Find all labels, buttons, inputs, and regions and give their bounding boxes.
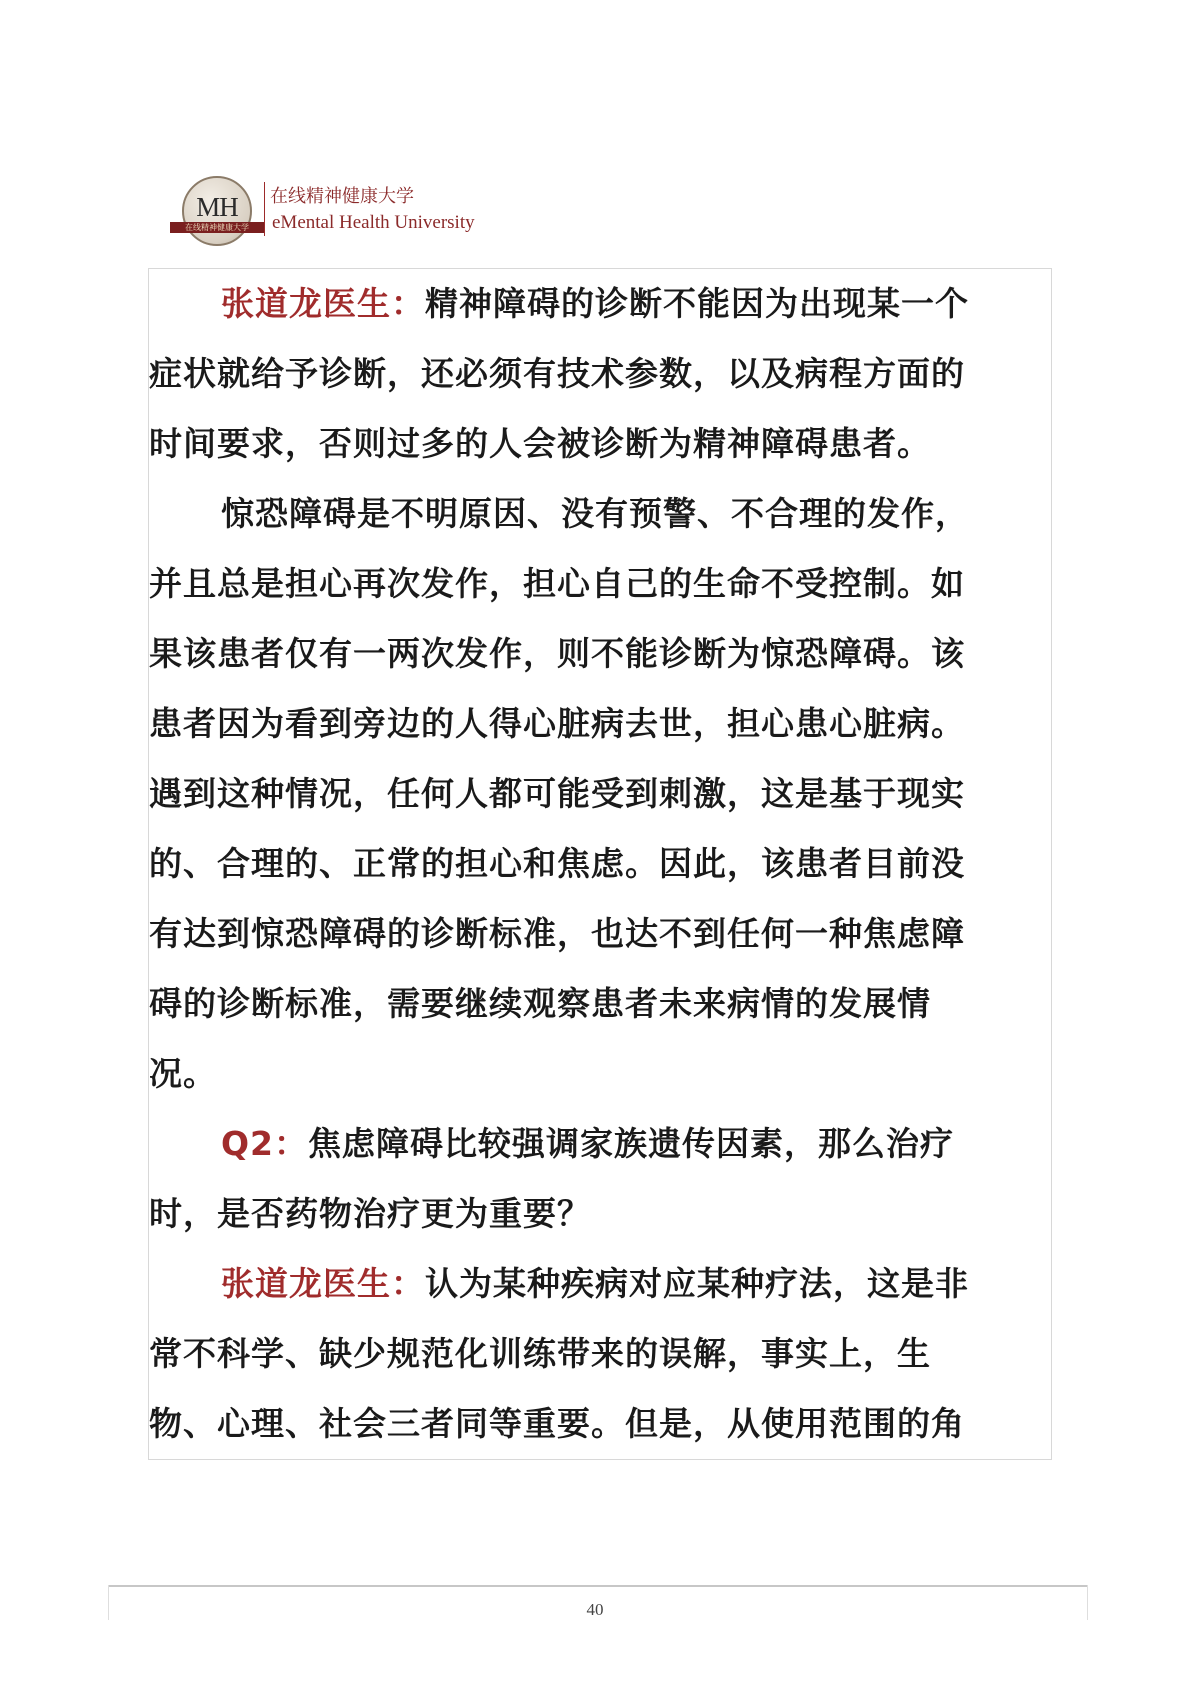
text-line	[149, 479, 1051, 549]
text-line	[149, 969, 1051, 1039]
seal-ribbon: 在线精神健康大学	[170, 222, 264, 233]
university-logo	[170, 172, 500, 250]
line-text: 常不科学、缺少规范化训练带来的误解，事实上，生	[149, 1334, 931, 1373]
footer-rule	[108, 1585, 1088, 1587]
line-text: 认为某种疾病对应某种疗法，这是非	[425, 1264, 969, 1303]
text-line	[149, 1179, 1051, 1249]
line-text: 况。	[149, 1054, 217, 1093]
text-line	[149, 1319, 1051, 1389]
line-text: 惊恐障碍是不明原因、没有预警、不合理的发作，	[221, 494, 969, 533]
text-line	[149, 1249, 1051, 1319]
line-text: 遇到这种情况，任何人都可能受到刺激，这是基于现实	[149, 774, 965, 813]
text-line	[149, 269, 1051, 339]
text-line	[149, 409, 1051, 479]
line-text: 时间要求，否则过多的人会被诊断为精神障碍患者。	[149, 424, 931, 463]
line-text: 精神障碍的诊断不能因为出现某一个	[425, 284, 969, 323]
logo-title-en: eMental Health University	[272, 212, 475, 233]
line-text: 碍的诊断标准，需要继续观察患者未来病情的发展情	[149, 984, 931, 1023]
seal-icon	[182, 176, 252, 246]
line-text: 果该患者仅有一两次发作，则不能诊断为惊恐障碍。该	[149, 634, 965, 673]
text-line	[149, 549, 1051, 619]
text-line	[149, 829, 1051, 899]
line-text: 物、心理、社会三者同等重要。但是，从使用范围的角	[149, 1404, 965, 1443]
line-text: 的、合理的、正常的担心和焦虑。因此，该患者目前没	[149, 844, 965, 883]
text-line	[149, 1039, 1051, 1109]
text-line	[149, 689, 1051, 759]
content-frame	[148, 268, 1052, 1460]
text-line	[149, 339, 1051, 409]
text-line	[149, 619, 1051, 689]
speaker-label: Q2：	[221, 1124, 309, 1163]
seal-text: MH	[196, 192, 238, 222]
page-number: 40	[586, 1600, 604, 1619]
logo-title-cn: 在线精神健康大学	[270, 186, 414, 207]
text-line	[149, 1109, 1051, 1179]
line-text: 焦虑障碍比较强调家族遗传因素，那么治疗	[308, 1124, 955, 1163]
line-text: 有达到惊恐障碍的诊断标准，也达不到任何一种焦虑障	[149, 914, 965, 953]
logo-divider	[264, 182, 265, 236]
text-line	[149, 759, 1051, 829]
speaker-label: 张道龙医生：	[221, 1264, 425, 1303]
line-text: 时，是否药物治疗更为重要？	[149, 1194, 591, 1233]
line-text: 症状就给予诊断，还必须有技术参数，以及病程方面的	[149, 354, 965, 393]
line-text: 患者因为看到旁边的人得心脏病去世，担心患心脏病。	[149, 704, 965, 743]
text-line	[149, 1389, 1051, 1459]
speaker-label: 张道龙医生：	[221, 284, 425, 323]
line-text: 并且总是担心再次发作，担心自己的生命不受控制。如	[149, 564, 965, 603]
text-line	[149, 899, 1051, 969]
